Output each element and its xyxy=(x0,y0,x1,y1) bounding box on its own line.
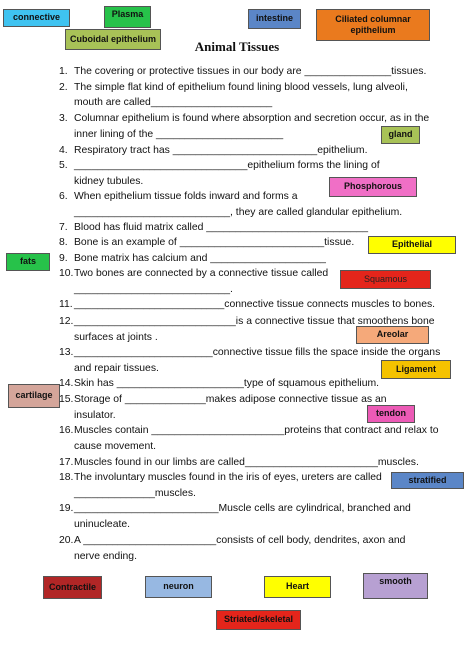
question-text-cont: cause movement. xyxy=(74,441,157,452)
question-text: Muscles contain _______________________proteins that contract and relax to xyxy=(74,425,439,436)
question-text-cont: inner lining of the ______________________ xyxy=(74,129,284,140)
answer-tag-ligament[interactable]: Ligament xyxy=(381,360,451,379)
question-text-cont: nerve ending. xyxy=(74,551,137,562)
question-text: A _______________________consists of cell body, dendrites, axon and xyxy=(74,535,406,546)
question-number: 3. xyxy=(59,113,68,124)
question-text-cont: and repair tissues. xyxy=(74,363,159,374)
answer-tag-smooth[interactable]: smooth xyxy=(363,573,428,599)
answer-tag-striated-skeletal[interactable]: Striated/skeletal xyxy=(216,610,301,630)
question-number: 7. xyxy=(59,222,68,233)
question-text-cont: surfaces at joints . xyxy=(74,332,158,343)
answer-tag-intestine[interactable]: intestine xyxy=(248,9,301,29)
question-number: 14. xyxy=(59,378,74,389)
answer-tag-contractile[interactable]: Contractile xyxy=(43,576,102,599)
question-text: Muscles found in our limbs are called_______________________muscles. xyxy=(74,457,419,468)
question-number: 19. xyxy=(59,503,74,514)
question-text: ________________________connective tissue fills the space inside the organs xyxy=(74,347,441,358)
question-number: 9. xyxy=(59,253,68,264)
question-number: 15. xyxy=(59,394,74,405)
question-text-cont: ______________muscles. xyxy=(74,488,196,499)
question-text: The covering or protective tissues in our body are _______________tissues. xyxy=(74,66,427,77)
question-number: 1. xyxy=(59,66,68,77)
question-text: __________________________connective tissue connects muscles to bones. xyxy=(74,299,436,310)
question-text: Storage of ______________makes adipose connective tissue as an xyxy=(74,394,387,405)
question-text: Bone is an example of _________________________tissue. xyxy=(74,237,355,248)
answer-tag-cuboidal-epithelium[interactable]: Cuboidal epithelium xyxy=(65,29,161,50)
answer-tag-areolar[interactable]: Areolar xyxy=(356,326,429,344)
answer-tag-plasma[interactable]: Plasma xyxy=(104,6,151,28)
answer-tag-ciliated-columnar-epithelium[interactable]: Ciliated columnar epithelium xyxy=(316,9,430,41)
question-text-cont: insulator. xyxy=(74,410,116,421)
question-text: _________________________Muscle cells are cylindrical, branched and xyxy=(74,503,411,514)
answer-tag-connective[interactable]: connective xyxy=(3,9,70,27)
question-text: The involuntary muscles found in the iris of eyes, ureters are called xyxy=(74,472,382,483)
question-text-cont: mouth are called_____________________ xyxy=(74,97,273,108)
answer-tag-heart[interactable]: Heart xyxy=(264,576,331,598)
question-number: 11. xyxy=(59,299,73,310)
question-number: 12. xyxy=(59,316,74,327)
question-text: When epithelium tissue folds inward and forms a xyxy=(74,191,298,202)
answer-tag-neuron[interactable]: neuron xyxy=(145,576,212,598)
question-text: ____________________________is a connective tissue that smoothens bone xyxy=(74,316,435,327)
question-text: Respiratory tract has _________________________epithelium. xyxy=(74,145,368,156)
answer-tag-stratified[interactable]: stratified xyxy=(391,472,464,489)
answer-tag-gland[interactable]: gland xyxy=(381,126,420,144)
question-text-cont: kidney tubules. xyxy=(74,176,144,187)
question-number: 8. xyxy=(59,237,68,248)
answer-tag-phosphorous[interactable]: Phosphorous xyxy=(329,177,417,197)
question-number: 17. xyxy=(59,457,74,468)
question-number: 16. xyxy=(59,425,74,436)
answer-tag-cartilage[interactable]: cartilage xyxy=(8,384,60,408)
page-title: Animal Tissues xyxy=(194,39,280,54)
answer-tag-tendon[interactable]: tendon xyxy=(367,405,415,423)
question-number: 6. xyxy=(59,191,68,202)
question-text: The simple flat kind of epithelium found lining blood vessels, lung alveoli, xyxy=(74,82,408,93)
question-number: 2. xyxy=(59,82,68,93)
question-text-cont: uninucleate. xyxy=(74,519,131,530)
question-text: Skin has ______________________type of squamous epithelium. xyxy=(74,378,380,389)
question-number: 18. xyxy=(59,472,74,483)
question-number: 13. xyxy=(59,347,74,358)
answer-tag-fats[interactable]: fats xyxy=(6,253,50,271)
question-text-cont: ___________________________, they are called glandular epithelium. xyxy=(74,207,403,218)
question-number: 4. xyxy=(59,145,68,156)
question-text: Blood has fluid matrix called ____________________________ xyxy=(74,222,369,233)
question-text-cont: ___________________________. xyxy=(74,284,233,295)
answer-tag-epithelial[interactable]: Epithelial xyxy=(368,236,456,254)
question-text: Two bones are connected by a connective tissue called xyxy=(74,268,329,279)
question-text: Columnar epithelium is found where absorption and secretion occur, as in the xyxy=(74,113,430,124)
question-number: 10. xyxy=(59,268,74,279)
question-text: Bone matrix has calcium and ____________________ xyxy=(74,253,326,264)
question-number: 20. xyxy=(59,535,74,546)
question-text: ______________________________epithelium forms the lining of xyxy=(74,160,380,171)
answer-tag-squamous[interactable]: Squamous xyxy=(340,270,431,289)
question-number: 5. xyxy=(59,160,68,171)
